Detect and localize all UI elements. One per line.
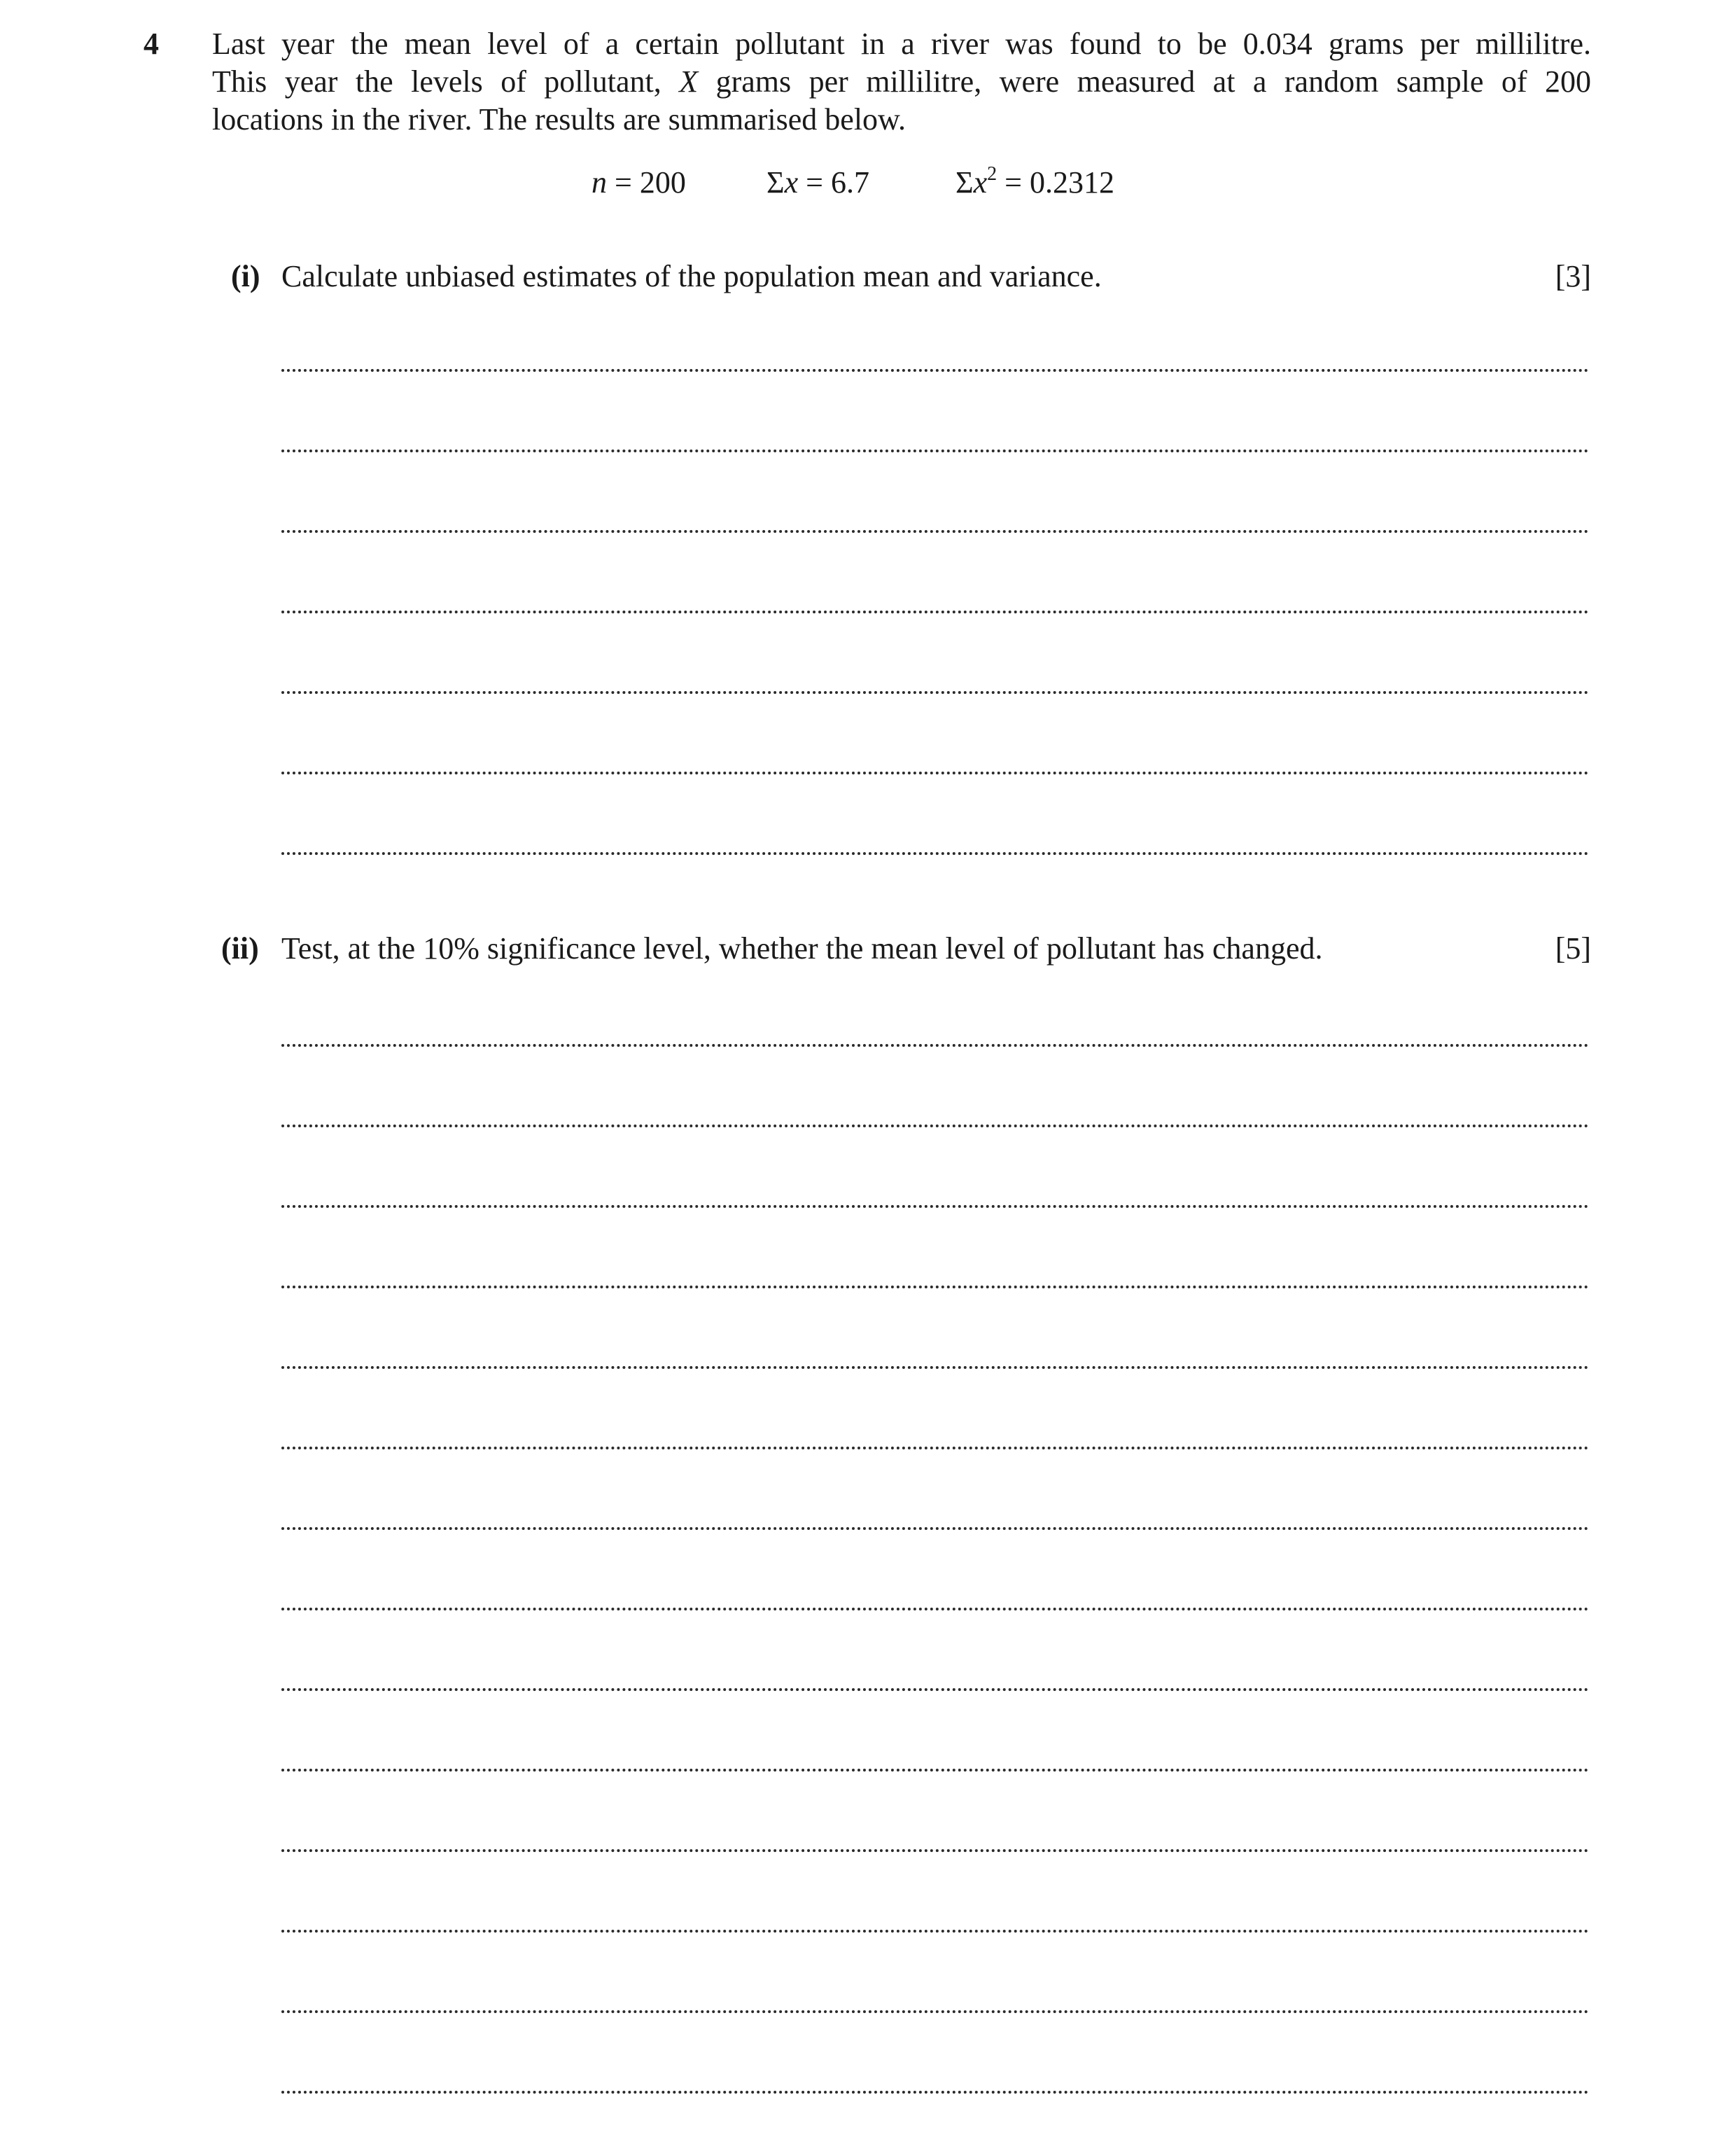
sum-x2-exponent: 2 [987,163,997,185]
answer-line[interactable] [281,1930,1589,1933]
question-number: 4 [144,27,159,61]
answer-line[interactable] [281,1688,1589,1691]
part-ii-label: (ii) [221,931,259,966]
answer-line[interactable] [281,450,1589,452]
answer-line[interactable] [281,611,1589,613]
question-intro [212,25,1591,139]
answer-line[interactable] [281,1286,1589,1288]
intro-line-2: This year the levels of pollutant, X grams per millilitre, were measured at a random sample of 200 [212,64,1591,99]
answer-line[interactable] [281,1044,1589,1047]
summary-sum-x [766,164,869,202]
answer-line[interactable] [281,1527,1589,1530]
answer-line[interactable] [281,1608,1589,1610]
x-symbol: x [784,165,799,200]
answer-line[interactable] [281,2010,1589,2013]
part-i-text: Calculate unbiased estimates of the population mean and variance. [281,259,1102,293]
answer-line[interactable] [281,1366,1589,1369]
summary-n [592,164,686,202]
variable-x: X [679,64,699,99]
sum-x-symbol: Σx [766,165,799,200]
answer-line[interactable] [281,1125,1589,1127]
part-ii-text: Test, at the 10% significance level, whether the mean level of pollutant has changed. [281,931,1323,966]
part-ii-marks: [5] [1555,931,1591,966]
intro-line-3: locations in the river. The results are summarised below. [212,102,906,137]
part-i-label: (i) [231,259,260,293]
sum-x2-symbol: Σx [955,165,988,200]
answer-line[interactable] [281,1769,1589,1771]
intro-line-1: Last year the mean level of a certain pollutant in a river was found to be 0.034 grams per millilitre. [212,27,1591,61]
sum-x-value: = 6.7 [798,165,869,200]
sum-x2-value: = 0.2312 [997,165,1114,200]
answer-line[interactable] [281,1849,1589,1852]
answer-line[interactable] [281,691,1589,694]
n-symbol: n [592,165,607,200]
answer-line[interactable] [281,369,1589,372]
answer-line[interactable] [281,530,1589,533]
answer-line[interactable] [281,852,1589,855]
answer-line[interactable] [281,2091,1589,2094]
answer-line[interactable] [281,1205,1589,1208]
part-i-marks: [3] [1555,259,1591,293]
summary-sum-x-squared [955,164,1114,206]
n-value: = 200 [607,165,686,200]
x-symbol: x [973,165,988,200]
answer-line[interactable] [281,772,1589,774]
answer-line[interactable] [281,1447,1589,1449]
